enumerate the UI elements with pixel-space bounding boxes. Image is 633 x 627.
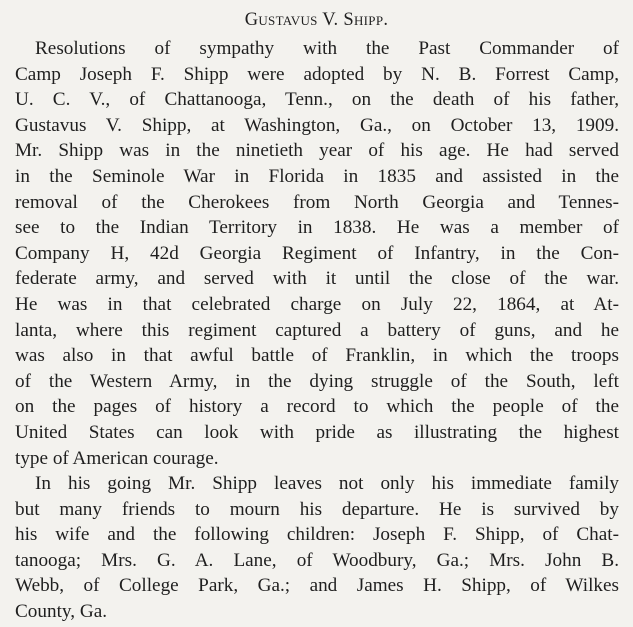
text-line: United States can look with pride as illustrating the highest: [15, 421, 619, 443]
paragraph-1: [15, 36, 619, 471]
text-line: was also in that awful battle of Franklin, in which the troops: [15, 345, 619, 367]
text-line: lanta, where this regiment captured a battery of guns, and he: [15, 319, 619, 341]
text-line: Webb, of College Park, Ga.; and James H. Shipp, of Wilkes: [15, 575, 619, 597]
text-line: County, Ga.: [15, 601, 108, 623]
paragraph-2: [15, 471, 619, 625]
text-line: see to the Indian Territory in 1838. He was a member of: [15, 217, 619, 239]
text-line: Resolutions of sympathy with the Past Commander of: [35, 38, 619, 59]
text-line: U. C. V., of Chattanooga, Tenn., on the death of his father,: [15, 89, 619, 111]
text-line: his wife and the following children: Joseph F. Shipp, of Chat-: [15, 524, 619, 546]
text-line: He was in that celebrated charge on July 22, 1864, at At-: [15, 293, 619, 315]
text-line: of the Western Army, in the dying struggle of the South, left: [15, 370, 619, 392]
text-line: In his going Mr. Shipp leaves not only his immediate family: [35, 473, 619, 495]
text-line: in the Seminole War in Florida in 1835 and assisted in the: [15, 165, 619, 187]
text-line: Company H, 42d Georgia Regiment of Infantry, in the Con-: [15, 242, 619, 264]
article-body: [15, 36, 619, 625]
text-line: type of American courage.: [15, 447, 219, 469]
text-line: Mr. Shipp was in the ninetieth year of his age. He had served: [15, 140, 619, 162]
text-line: Camp Joseph F. Shipp were adopted by N. B. Forrest Camp,: [15, 63, 619, 85]
text-line: Gustavus V. Shipp, at Washington, Ga., on October 13, 1909.: [15, 114, 619, 136]
text-line: on the pages of history a record to which the people of the: [15, 396, 619, 418]
text-line: federate army, and served with it until the close of the war.: [15, 268, 619, 290]
text-line: tanooga; Mrs. G. A. Lane, of Woodbury, Ga.; Mrs. John B.: [15, 549, 619, 571]
text-line: removal of the Cherokees from North Georgia and Tennes-: [15, 191, 619, 213]
article-title: Gustavus V. Shipp.: [244, 10, 389, 30]
text-line: but many friends to mourn his departure. He is survived by: [15, 498, 619, 520]
